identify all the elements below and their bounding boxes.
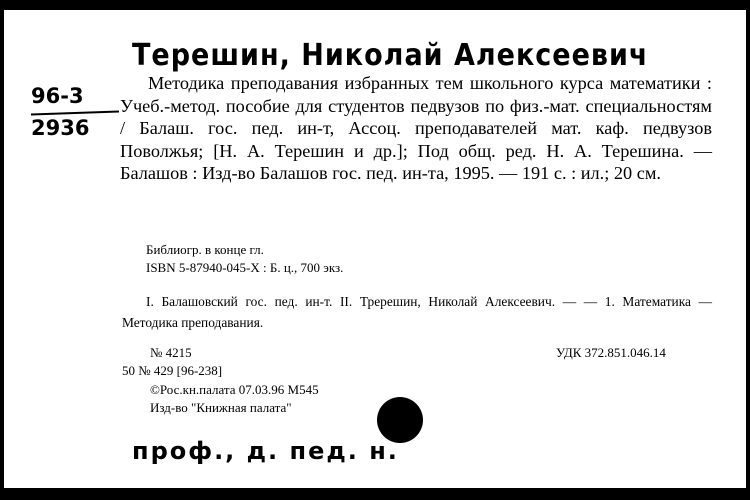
record-number-1: № 4215: [150, 345, 192, 360]
udc-code: УДК 372.851.046.14: [556, 345, 666, 360]
main-entry: [120, 72, 712, 185]
tracing: I. Балашовский гос. пед. ин-т. II. Тререшин, Николай Алексеевич. — — 1. Математика — Методика преподавания.: [122, 294, 712, 330]
scan-edge-mark-right: [746, 200, 750, 218]
handwritten-degree: проф., д. пед. н.: [132, 437, 399, 465]
shelf-mark: [31, 86, 119, 139]
handwritten-author: Терешин, Николай Алексеевич: [132, 38, 649, 73]
shelf-mark-divider: [31, 110, 119, 115]
shelf-mark-top: 96-3: [31, 84, 84, 108]
publisher-line: Изд-во "Книжная палата": [150, 400, 292, 415]
book-chamber-stamp: ©Рос.кн.палата 07.03.96 M545: [150, 382, 319, 397]
record-number-2: 50 № 429 [96-238]: [122, 363, 223, 378]
shelf-mark-bottom: 2936: [31, 116, 90, 140]
catalog-card: [4, 10, 746, 488]
isbn-line: ISBN 5-87940-045-X : Б. ц., 700 экз.: [146, 260, 344, 275]
bibliography-note: Библиогр. в конце гл.: [146, 242, 264, 257]
main-entry-text: Методика преподавания избранных тем школьного курса математики : Учеб.-метод. пособие для студентов педвузов по физ.-мат. специальностям / Балаш. гос. пед. ин-т, Ассоц. преподавателей мат. каф. педвузов Поволжья; [Н. А. Терешин и др.]; Под общ. ред. Н. А. Терешина. — Балашов : Изд-во Балашов гос. пед. ин-та, 1995. — 191 с. : ил.; 20 см.: [120, 73, 712, 183]
